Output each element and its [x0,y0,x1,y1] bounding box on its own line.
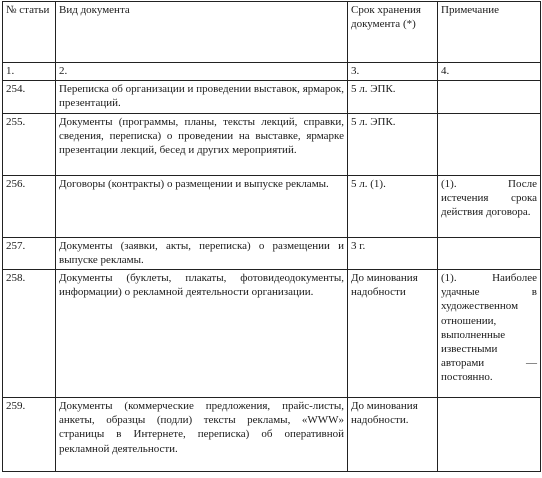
numbering-cell: 3. [348,63,438,81]
retention-period: 5 л. (1). [348,175,438,237]
document-type: Документы (заявки, акты, переписка) о размещении и выпуске рекламы. [56,237,348,269]
note: (1). Наиболее удачные в художественном отношении, выполненные известными авторами — постоянно. [438,270,541,398]
article-number: 257. [3,237,56,269]
table-row [3,113,541,175]
retention-period: До минования надобности [348,270,438,398]
retention-period: До минования надобности. [348,398,438,472]
numbering-cell: 4. [438,63,541,81]
table-row [3,81,541,113]
note [438,237,541,269]
document-type: Документы (буклеты, плакаты, фотовидеодокументы, информации) о рекламной деятельности организации. [56,270,348,398]
retention-period: 5 л. ЭПК. [348,81,438,113]
retention-schedule-table [2,1,541,472]
numbering-row [3,63,541,81]
article-number: 259. [3,398,56,472]
note [438,113,541,175]
document-type: Документы (программы, планы, тексты лекций, справки, сведения, переписка) о проведении на выставке, ярмарке презентации лекций, бесед и других мероприятий. [56,113,348,175]
article-number: 256. [3,175,56,237]
document-type: Переписка об организации и проведении выставок, ярмарок, презентаций. [56,81,348,113]
numbering-cell: 2. [56,63,348,81]
note [438,81,541,113]
retention-period: 5 л. ЭПК. [348,113,438,175]
document-type: Договоры (контракты) о размещении и выпуске рекламы. [56,175,348,237]
note: (1). После истечения срока действия договора. [438,175,541,237]
header-row [3,2,541,63]
article-number: 255. [3,113,56,175]
table-row [3,237,541,269]
article-number: 254. [3,81,56,113]
article-number: 258. [3,270,56,398]
header-note: Примечание [438,2,541,63]
header-article-number: № статьи [3,2,56,63]
retention-period: 3 г. [348,237,438,269]
table-row [3,398,541,472]
header-retention-period: Срок хранения документа (*) [348,2,438,63]
numbering-cell: 1. [3,63,56,81]
header-document-type: Вид документа [56,2,348,63]
note [438,398,541,472]
document-type: Документы (коммерческие предложения, прайс-листы, анкеты, образцы (подли) тексты рекламы, «WWW» страницы в Интернете, переписка) об оперативной рекламной деятельности. [56,398,348,472]
table-row [3,270,541,398]
table-row [3,175,541,237]
